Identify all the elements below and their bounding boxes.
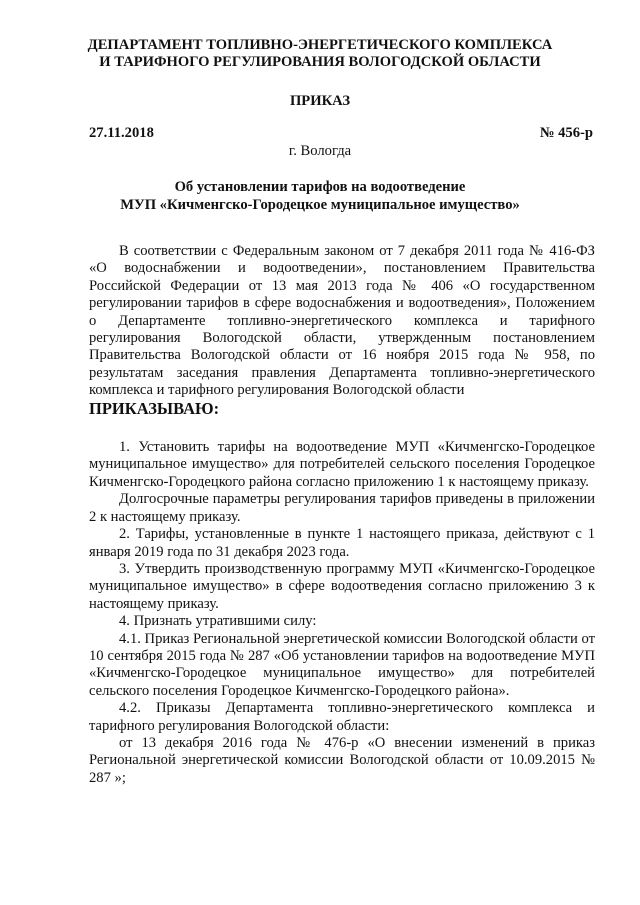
document-subject — [0, 178, 640, 214]
paragraph-item-4: 4. Признать утратившими силу: — [119, 613, 317, 630]
department-header-line-1: ДЕПАРТАМЕНТ ТОПЛИВНО-ЭНЕРГЕТИЧЕСКОГО КОМПЛЕКСА — [87, 37, 553, 53]
subject-line-2: МУП «Кичменгско-Городецкое муниципальное имущество» — [120, 197, 520, 213]
department-header — [0, 37, 640, 71]
document-number: № 456-р — [539, 125, 593, 141]
paragraph-item-4-1: 4.1. Приказ Региональной энергетической комиссии Вологодской области от 10 сентября 2015 года № 287 «Об установлении тарифов на водоотведение МУП «Кичменгско-Городецкое муниципальное имущество» для потребителей сельского поселения Городецкое Кичменгско-Городецкого района». — [89, 630, 595, 699]
paragraph-item-3: 3. Утвердить производственную программу МУП «Кичменгско-Городецкое муниципальное имущество» в сфере водоотведения согласно приложению 3 к настоящему приказу. — [89, 560, 595, 612]
document-type: ПРИКАЗ — [289, 93, 351, 109]
paragraph-item-2: 2. Тарифы, установленные в пункте 1 настоящего приказа, действуют с 1 января 2019 года по 31 декабря 2023 года. — [89, 526, 595, 560]
paragraph-item-4-2: 4.2. Приказы Департамента топливно-энергетического комплекса и тарифного регулирования Вологодской области: — [89, 700, 595, 734]
document-body — [89, 243, 595, 787]
document-city: г. Вологда — [288, 143, 352, 159]
paragraph-item-1: 1. Установить тарифы на водоотведение МУП «Кичменгско-Городецкое муниципальное имущество» для потребителей сельского поселения Городецкое Кичменгско-Городецкого района согласно приложению 1 к настоящему приказу. — [89, 439, 595, 490]
document-date: 27.11.2018 — [89, 125, 154, 141]
paragraph-item-1-note: Долгосрочные параметры регулирования тарифов приведены в приложении 2 к настоящему приказу. — [89, 491, 595, 525]
paragraph-item-4-2-entry: от 13 декабря 2016 года № 476-р «О внесении изменений в приказ Региональной энергетической комиссии Вологодской области от 10.09.2015 № 287 »; — [89, 734, 595, 786]
order-word-text: ПРИКАЗЫВАЮ: — [89, 398, 220, 418]
preamble-paragraph: В соответствии с Федеральным законом от 7 декабря 2011 года № 416-ФЗ «О водоснабжении и водоотведении», постановлением Правительства Российской Федерации от 13 мая 2013 года № 406 «О государственном регулировании тарифов в сфере водоснабжения и водоотведения», Положением о Департаменте топливно-энергетического комплекса и тарифного регулирования Вологодской области, утвержденным постановлением Правительства Вологодской области от 16 ноября 2015 года № 958, по результатам заседания правления Департамента топливно-энергетического комплекса и тарифного регулирования Вологодской области — [89, 243, 595, 399]
department-header-line-2: И ТАРИФНОГО РЕГУЛИРОВАНИЯ ВОЛОГОДСКОЙ ОБЛАСТИ — [99, 54, 541, 70]
order-word — [89, 400, 595, 419]
spacer — [89, 419, 595, 439]
subject-line-1: Об установлении тарифов на водоотведение — [174, 179, 466, 195]
